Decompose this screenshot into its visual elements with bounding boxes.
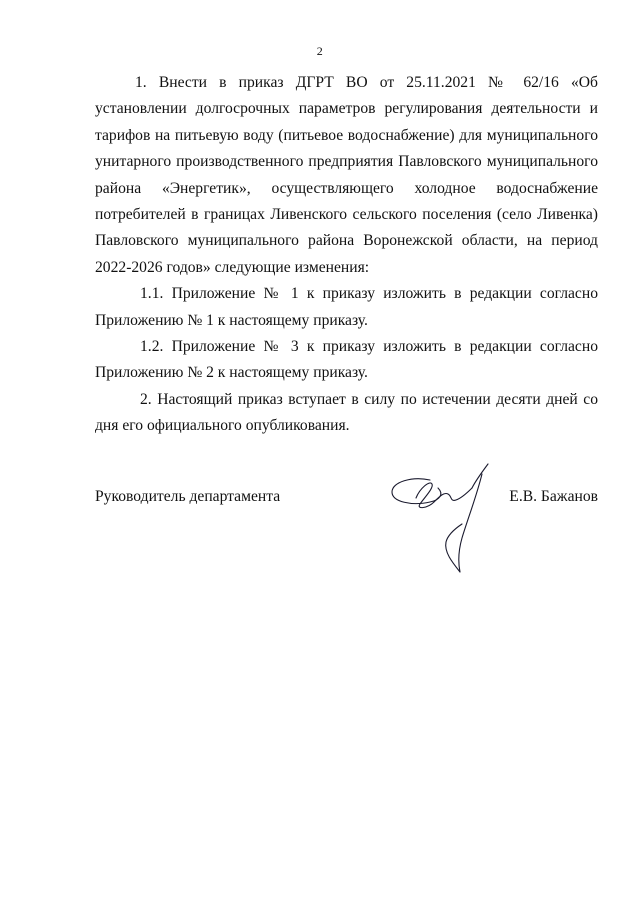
paragraph-item-1-1: 1.1. Приложение № 1 к приказу изложить в редакции согласно Приложению № 1 к настоящему приказу. <box>95 285 598 329</box>
document-body <box>95 70 598 440</box>
page-number: 2 <box>316 44 324 58</box>
paragraph-item-2: 2. Настоящий приказ вступает в силу по истечении десяти дней со дня его официального опубликования. <box>95 390 598 435</box>
paragraph-item-1-2: 1.2. Приложение № 3 к приказу изложить в редакции согласно Приложению № 2 к настоящему приказу. <box>95 338 598 382</box>
paragraph-item-1: 1. Внести в приказ ДГРТ ВО от 25.11.2021 № 62/16 «Об установлении долгосрочных параметров регулирования деятельности и тарифов на питьевую воду (питьевое водоснабжение) для муниципального унитарного производственного предприятия Павловского муниципального района «Энергетик», осуществляющего холодное водоснабжение потребителей в границах Ливенского сельского поселения (село Ливенка) Павловского муниципального района Воронежской области, на период 2022-2026 годов» следующие изменения: <box>95 74 598 276</box>
signer-title: Руководитель департамента <box>95 488 281 505</box>
signer-name: Е.В. Бажанов <box>509 488 598 505</box>
handwritten-signature-icon <box>386 458 496 578</box>
signature-block <box>95 488 598 518</box>
